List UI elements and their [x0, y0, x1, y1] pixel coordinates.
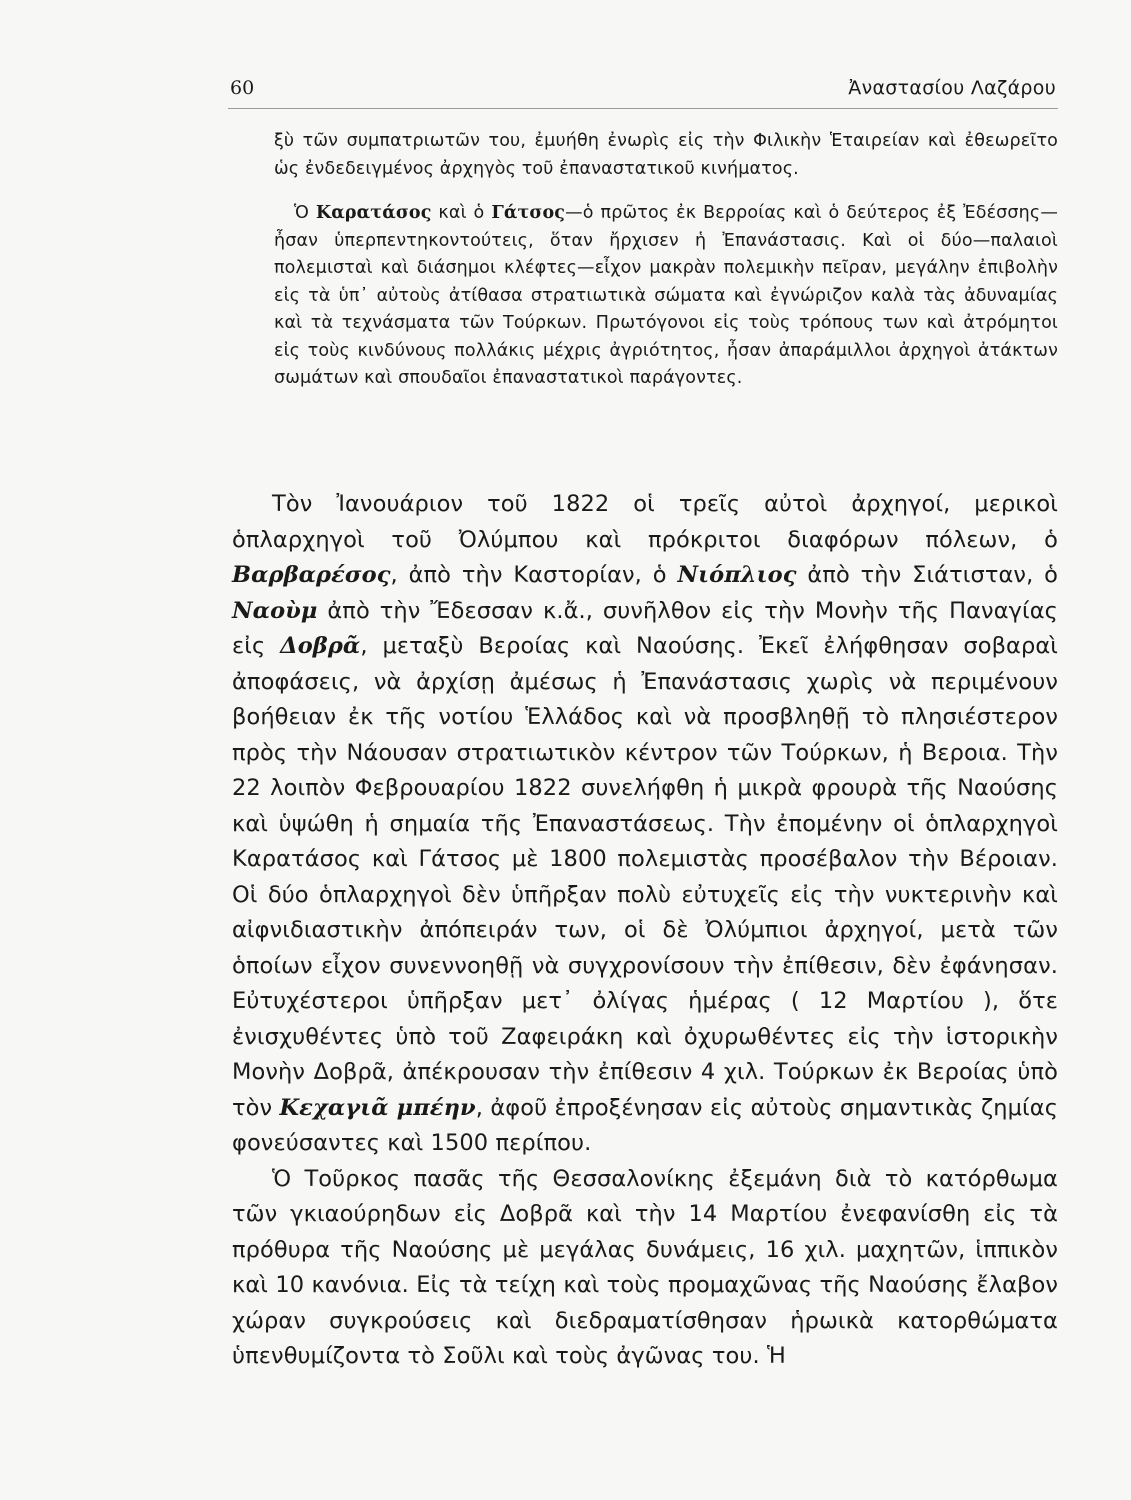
quote-text: Ὁ [294, 203, 316, 223]
name-barbaresos: Βαρβαρέσος [232, 562, 391, 588]
running-head: Ἀναστασίου Λαζάρου [848, 77, 1056, 99]
body-text: , ἀφοῦ ἐπροξένησαν εἰς αὐτοὺς σημαντικὰς ζημίας φονεύσαντες καὶ 1500 περίπου. [232, 1094, 1059, 1156]
body-text: ἀπὸ τὴν Ἔδεσσαν κ.ἄ., συνῆλθον εἰς τὴν Μονὴν τῆς Παναγίας εἰς [232, 597, 1058, 659]
body-paragraph: Ὁ Τοῦρκος πασᾶς τῆς Θεσσαλονίκης ἐξεμάνη διὰ τὸ κατόρθωμα τῶν γκιαούρηδων εἰς Δοβρᾶ καὶ τὴν 14 Μαρτίου ἐνεφανίσθη εἰς τὰ πρόθυρα τῆς Ναούσης μὲ μεγάλας δυνάμεις, 16 χιλ. μαχητῶν, ἱππικὸν καὶ 10 κανόνια. Εἰς τὰ τείχη καὶ τοὺς προμαχῶνας τῆς Ναούσης ἔλαβον χώραν συγκρούσεις καὶ διεδραματίσθησαν ἡρωικὰ κατορθώματα ὑπενθυμίζοντα τὸ Σοῦλι καὶ τοὺς ἀγῶνας του. Ἡ [232, 1165, 1058, 1369]
body-paragraph [232, 487, 1058, 1162]
quote-text: —ὁ πρῶτος ἐκ Βερροίας καὶ ὁ δεύτερος ἐξ Ἐδέσσης—ἦσαν ὑπερπεντηκοντούτεις, ὅταν ἤρχισεν ἡ Ἐπανάστασις. Καὶ οἱ δύο—παλαιοὶ πολεμισταὶ καὶ διάσημοι κλέφτες—εἶχον μακρὰν πολεμικὴν πεῖραν, μεγάλην ἐπιβολὴν εἰς τὰ ὑπ᾽ αὐτοὺς ἀτίθασα στρατιωτικὰ σώματα καὶ ἐγνώριζον καλὰ τὰς ἀδυναμίας καὶ τὰ τεχνάσματα τῶν Τούρκων. Πρωτόγονοι εἰς τοὺς τρόπους των καὶ ἀτρόμητοι εἰς τοὺς κινδύνους πολλάκις μέχρις ἀγριότητος, ἦσαν ἀπαράμιλλοι ἀρχηγοὶ ἀτάκτων σωμάτων καὶ σπουδαῖοι ἐπαναστατικοὶ παράγοντες. [274, 203, 1058, 388]
page-header [230, 77, 1056, 103]
name-gatsos: Γάτσος [491, 203, 566, 223]
name-kechagia-bey: Κεχαγιᾶ μπέην [279, 1094, 476, 1121]
body-text: , μεταξὺ Βεροίας καὶ Ναούσης. Ἐκεῖ ἐλήφθησαν σοβαραὶ ἀποφάσεις, νὰ ἀρχίσῃ ἀμέσως ἡ Ἐπανάστασις χωρὶς νὰ περιμένουν βοήθειαν ἐκ τῆς νοτίου Ἑλλάδος καὶ νὰ προσβληθῇ τὸ πλησιέστερον πρὸς τὴν Νάουσαν στρατιωτικὸν κέντρον τῶν Τούρκων, ἡ Βεροια. Τὴν 22 λοιπὸν Φεβρουαρίου 1822 συνελήφθη ἡ μικρὰ φρουρὰ τῆς Ναούσης καὶ ὑψώθη ἡ σημαία τῆς Ἐπαναστάσεως. Τὴν ἐπομένην οἱ ὁπλαρχηγοὶ Καρατάσος καὶ Γάτσος μὲ 1800 πολεμιστὰς προσέβαλον τὴν Βέροιαν. Οἱ δύο ὁπλαρχηγοὶ δὲν ὑπῆρξαν πολὺ εὐτυχεῖς εἰς τὴν νυκτερινὴν καὶ αἰφνιδιαστικὴν ἀπόπειράν των, οἱ δὲ Ὀλύμπιοι ἀρχηγοί, μετὰ τῶν ὁποίων εἶχον συνεννοηθῇ νὰ συγχρονίσουν τὴν ἐπίθεσιν, δὲν ἐφάνησαν. Εὐτυχέστεροι ὑπῆρξαν μετ᾽ ὀλίγας ἡμέρας ( 12 Μαρτίου ), ὅτε ἐνισχυθέντες ὑπὸ τοῦ Ζαφειράκη καὶ ὀχυρωθέντες εἰς τὴν ἱστορικὴν Μονὴν Δοβρᾶ, ἀπέκρουσαν τὴν ἐπίθεσιν 4 χιλ. Τούρκων ἐκ Βεροίας ὑπὸ τὸν [232, 633, 1058, 1121]
place-dovra: Δοβρᾶ [280, 633, 361, 659]
name-nioplios: Νιόπλιος [677, 562, 797, 588]
name-karatasos: Καρατάσος [315, 203, 432, 223]
quote-text: καὶ ὁ [431, 203, 492, 223]
body-text: , ἀπὸ τὴν Καστορίαν, ὁ [390, 562, 678, 588]
body-text: ἀπὸ τὴν Σιάτισταν, ὁ [796, 562, 1059, 588]
body-text: Τὸν Ἰανουάριον τοῦ 1822 οἱ τρεῖς αὐτοὶ ἀρχηγοί, μερικοὶ ὁπλαρχηγοὶ τοῦ Ὀλύμπου καὶ πρόκριτοι διαφόρων πόλεων, ὁ [232, 491, 1058, 553]
header-rule [228, 108, 1058, 109]
quote-paragraph: ξὺ τῶν συμπατριωτῶν του, ἐμυήθη ἐνωρὶς εἰς τὴν Φιλικὴν Ἑταιρείαν καὶ ἐθεωρεῖτο ὡς ἐνδεδειγμένος ἀρχηγὸς τοῦ ἐπαναστατικοῦ κινήματος. [274, 131, 1058, 179]
quote-block [274, 128, 1058, 393]
quote-paragraph [274, 200, 1058, 393]
name-naoum: Ναοὺμ [232, 597, 318, 624]
main-text [232, 487, 1058, 1375]
page-number: 60 [230, 77, 255, 99]
